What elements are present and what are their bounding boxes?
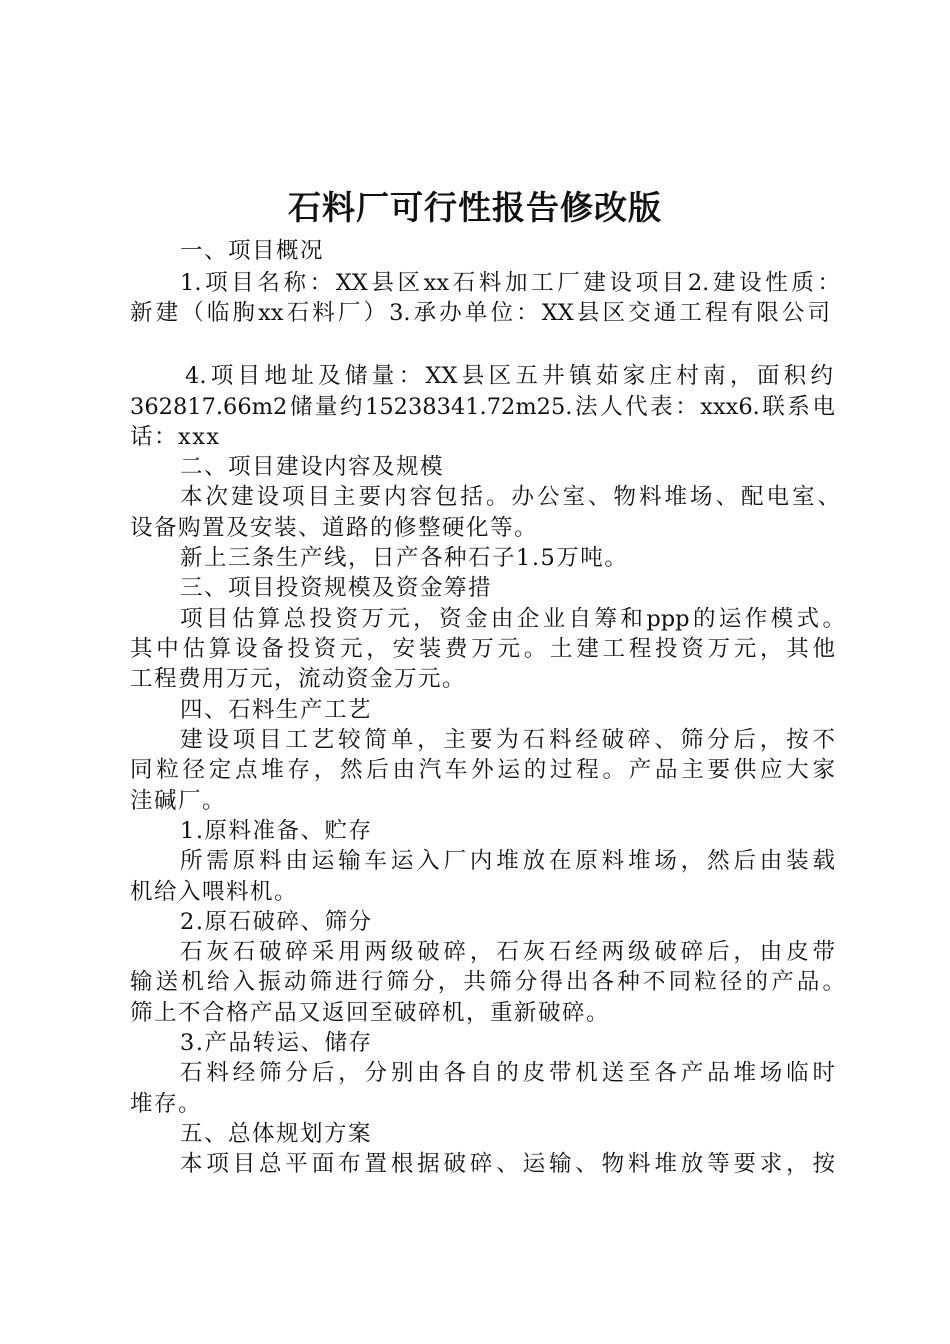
paragraph-line: 设备购置及安装、道路的修整硬化等。: [130, 515, 539, 541]
paragraph-line: 机给入喂料机。: [130, 879, 299, 905]
section-heading-scope: 二、项目建设内容及规模: [180, 454, 445, 480]
paragraph-line: 所需原料由运输车运入厂内堆放在原料堆场，然后由装载: [180, 848, 835, 874]
paragraph-line: 362817.66m2储量约15238341.72m25.法人代表：xxx6.联系电: [130, 394, 835, 420]
paragraph-line: 其中估算设备投资元，安装费万元。土建工程投资万元，其他: [130, 636, 835, 662]
paragraph-line: 堆存。: [130, 1091, 203, 1117]
paragraph-line: 洼碱厂。: [130, 788, 227, 814]
paragraph-line: 石灰石破碎采用两级破碎，石灰石经两级破碎后，由皮带: [180, 939, 835, 965]
subheading-raw-material: 1.原料准备、贮存: [180, 818, 373, 844]
paragraph-line: 1.项目名称：XX县区xx石料加工厂建设项目2.建设性质：: [180, 270, 840, 296]
subheading-crushing: 2.原石破碎、筛分: [180, 909, 373, 935]
paragraph-line: 同粒径定点堆存，然后由汽车外运的过程。产品主要供应大家: [130, 757, 835, 783]
section-heading-planning: 五、总体规划方案: [180, 1121, 373, 1147]
paragraph-line: 建设项目工艺较简单，主要为石料经破碎、筛分后，按不: [180, 727, 835, 753]
paragraph-line: 本次建设项目主要内容包括。办公室、物料堆场、配电室、: [180, 484, 840, 510]
section-heading-investment: 三、项目投资规模及资金筹措: [180, 575, 493, 601]
paragraph-line: 新建（临朐xx石料厂）3.承办单位：XX县区交通工程有限公司: [130, 300, 830, 326]
subheading-storage: 3.产品转运、储存: [180, 1030, 373, 1056]
paragraph-line: 输送机给入振动筛进行筛分，共筛分得出各种不同粒径的产品。: [130, 969, 845, 995]
paragraph-line: 工程费用万元，流动资金万元。: [130, 666, 467, 692]
paragraph-line: 4.项目地址及储量：XX县区五井镇茹家庄村南，面积约: [185, 363, 833, 389]
paragraph-line: 新上三条生产线，日产各种石子1.5万吨。: [180, 545, 629, 571]
section-heading-overview: 一、项目概况: [180, 238, 325, 264]
paragraph-line: 本项目总平面布置根据破碎、运输、物料堆放等要求，按: [180, 1151, 835, 1177]
paragraph-line: 筛上不合格产品又返回至破碎机，重新破碎。: [130, 1000, 611, 1026]
document-title: 石料厂可行性报告修改版: [288, 188, 662, 227]
paragraph-line: 话：xxx: [130, 424, 221, 450]
paragraph-line: 项目估算总投资万元，资金由企业自筹和ppp的运作模式。: [180, 606, 845, 632]
section-heading-process: 四、石料生产工艺: [180, 697, 373, 723]
paragraph-line: 石料经筛分后，分别由各自的皮带机送至各产品堆场临时: [180, 1060, 835, 1086]
